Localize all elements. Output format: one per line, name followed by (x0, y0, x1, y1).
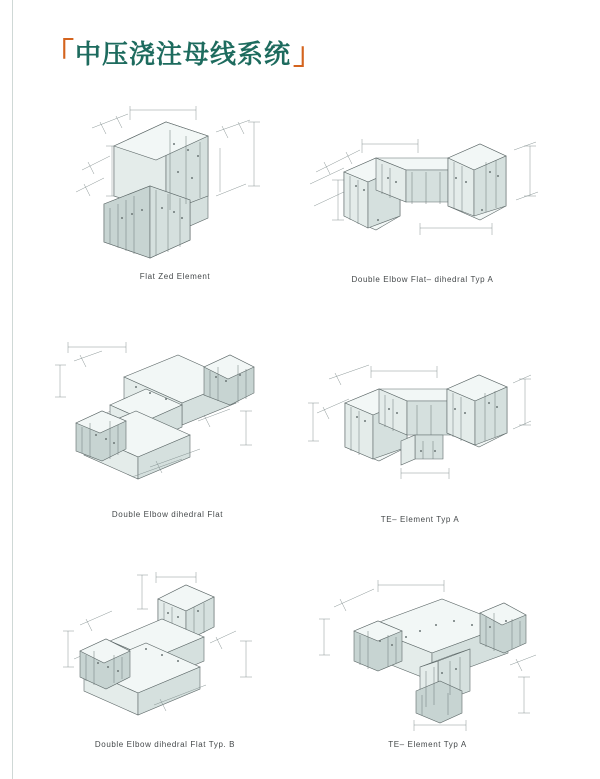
page-edge-rule (12, 0, 13, 779)
figure-caption: TE– Element Typ A (388, 740, 467, 749)
page-title (44, 38, 323, 72)
figure-te-element-typ-a-1 (305, 355, 535, 535)
figure-artwork (305, 355, 535, 510)
figure-caption: Double Elbow Flat– dihedral Typ A (351, 275, 494, 284)
figure-artwork (70, 100, 280, 265)
figure-caption: Double Elbow dihedral Flat (111, 510, 224, 519)
figure-caption: Flat Zed Element (139, 272, 211, 281)
figure-artwork (310, 565, 545, 735)
figure-caption: Double Elbow dihedral Flat Typ. B (94, 740, 236, 749)
figure-artwork (300, 120, 545, 270)
figure-caption: TE– Element Typ A (380, 515, 460, 524)
title-bracket-left-icon: 「 (44, 37, 74, 72)
figure-artwork (50, 565, 280, 735)
figure-flat-zed-element (70, 100, 280, 295)
figure-double-elbow-dihedral-flat-typ-b (50, 565, 280, 760)
title-bracket-right-icon: 」 (293, 37, 324, 72)
figure-double-elbow-dihedral-flat (50, 325, 285, 530)
figure-double-elbow-flat-dihedral-typ-a (300, 120, 545, 295)
figure-te-element-typ-a-2 (310, 565, 545, 760)
figure-artwork (50, 325, 285, 505)
title-text: 中压浇注母线系统 (75, 40, 292, 70)
